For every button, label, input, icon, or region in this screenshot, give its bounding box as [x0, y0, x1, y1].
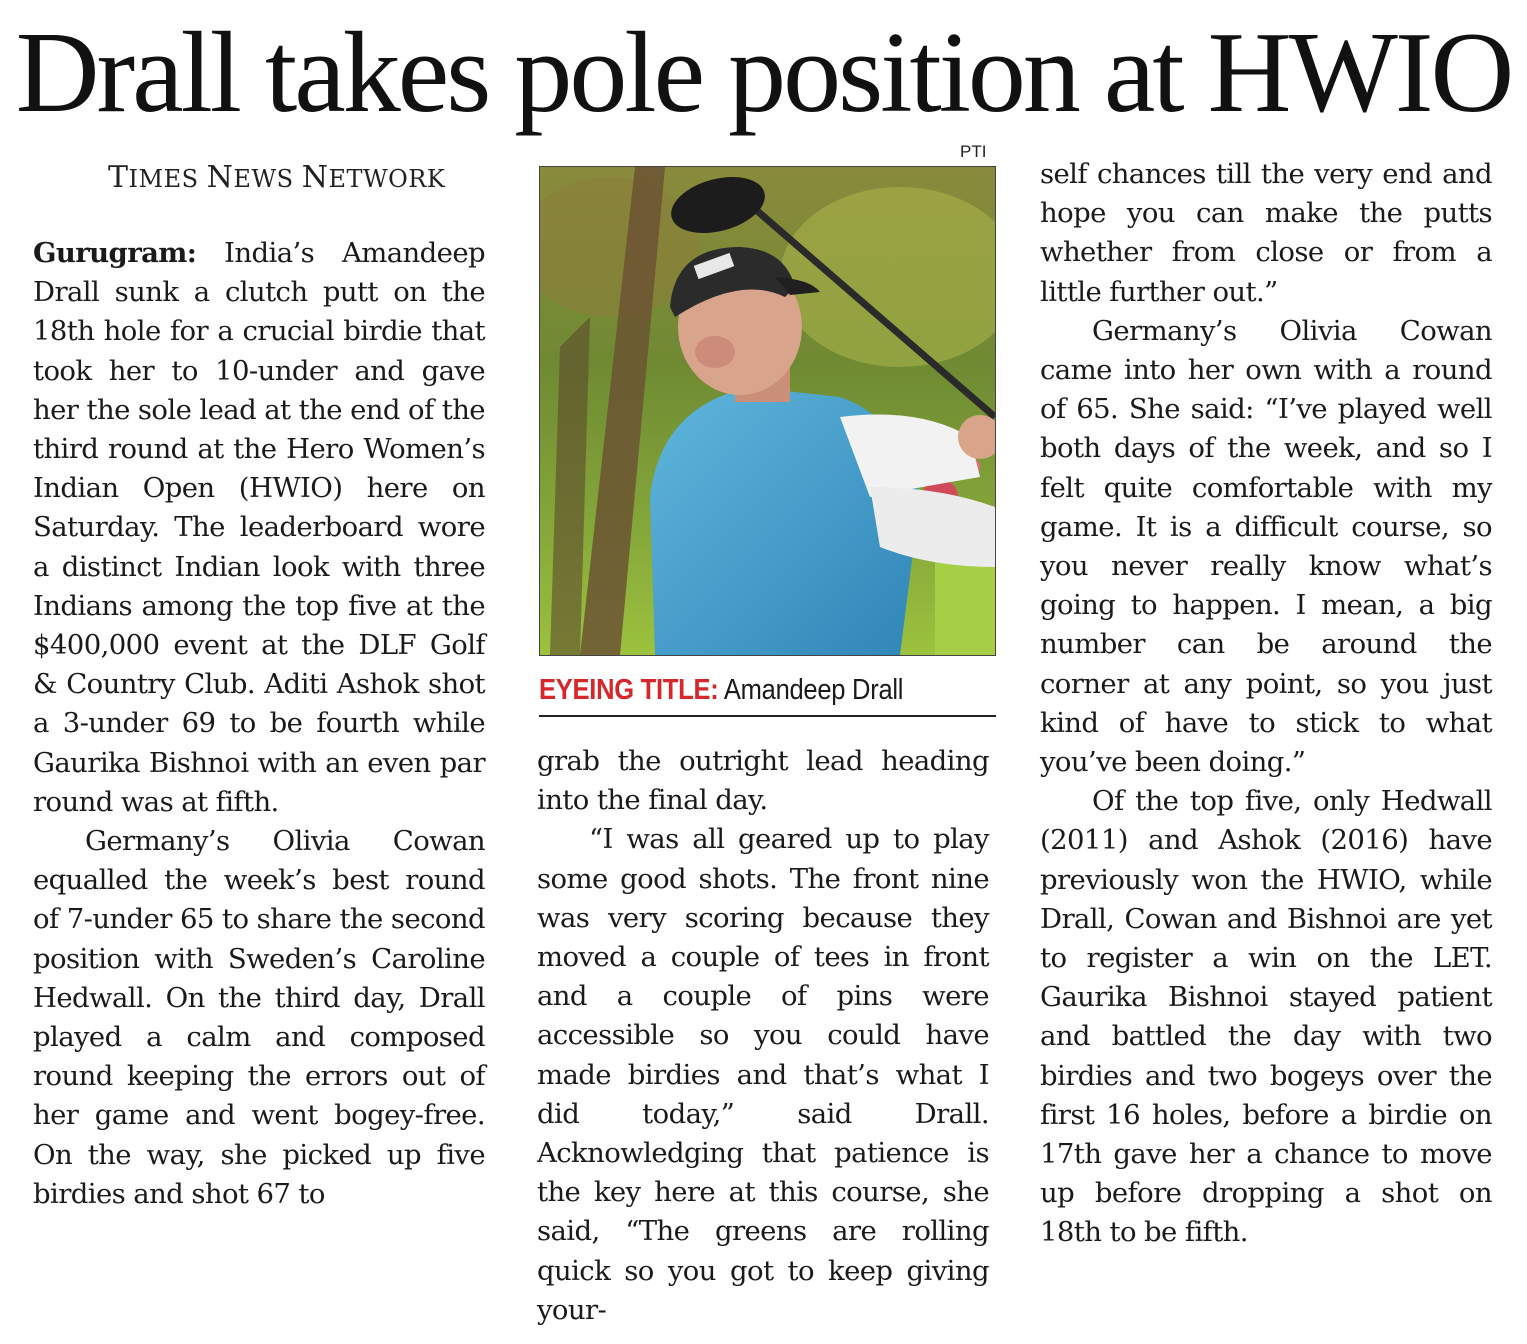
- article-column-2: [537, 742, 989, 1330]
- article-paragraph: self chances till the very end and hope you can make the putts whether from close or from a little further out.”: [1040, 158, 1492, 308]
- photo-amandeep-drall: [539, 166, 996, 656]
- article-paragraph: [33, 234, 485, 822]
- photo-credit: PTI: [960, 142, 987, 161]
- caption-rule: [539, 715, 996, 717]
- headline: Drall takes pole position at HWIO: [15, 9, 1512, 137]
- dateline: Gurugram:: [33, 237, 197, 269]
- article-column-3: [1040, 155, 1492, 1253]
- article-paragraph: Germany’s Olivia Cowan equalled the week’s best round of 7-under 65 to share the second position with Sweden’s Caroline Hedwall. On the third day, Drall played a calm and composed round keeping the errors out of her game and went bogey-free. On the way, she picked up five birdies and shot 67 to: [33, 825, 485, 1210]
- article-paragraph: “I was all geared up to play some good shots. The front nine was very scoring because they moved a couple of tees in front and a couple of pins were accessible so you could have made birdies and that’s what I did today,” said Drall. Acknowledging that patience is the key here at this course, she said, “The greens are rolling quick so you got to keep giving your-: [537, 823, 989, 1326]
- article-paragraph: Of the top five, only Hedwall (2011) and Ashok (2016) have previously won the HWIO, while Drall, Cowan and Bishnoi are yet to register a win on the LET. Gaurika Bishnoi stayed patient and battled the day with two birdies and two bogeys over the first 16 holes, before a birdie on 17th gave her a chance to move up before dropping a shot on 18th to be fifth.: [1040, 785, 1492, 1249]
- byline: TIMES NEWS NETWORK: [108, 160, 446, 195]
- caption-text: Amandeep Drall: [718, 674, 904, 706]
- article-column-1: [33, 234, 485, 1214]
- photo-caption: [539, 674, 941, 707]
- caption-label: EYEING TITLE:: [539, 674, 719, 706]
- paragraph-text: India’s Amandeep Drall sunk a clutch putt on the 18th hole for a crucial birdie that took her to 10-under and gave her the sole lead at the end of the third round at the Hero Women’s Indian Open (HWIO) here on Saturday. The leaderboard wore a distinct Indian look with three Indians among the top five at the $400,000 event at the DLF Golf & Country Club. Aditi Ashok shot a 3-under 69 to be fourth while Gaurika Bishnoi with an even par round was at fifth.: [33, 237, 485, 818]
- article-paragraph: Germany’s Olivia Cowan came into her own with a round of 65. She said: “I’ve played well both days of the week, and so I felt quite comfortable with my game. It is a difficult course, so you never really know what’s going to happen. I mean, a big number can be around the corner at any point, so you just kind of have to stick to what you’ve been doing.”: [1040, 314, 1492, 779]
- article-paragraph: grab the outright lead heading into the final day.: [537, 745, 989, 817]
